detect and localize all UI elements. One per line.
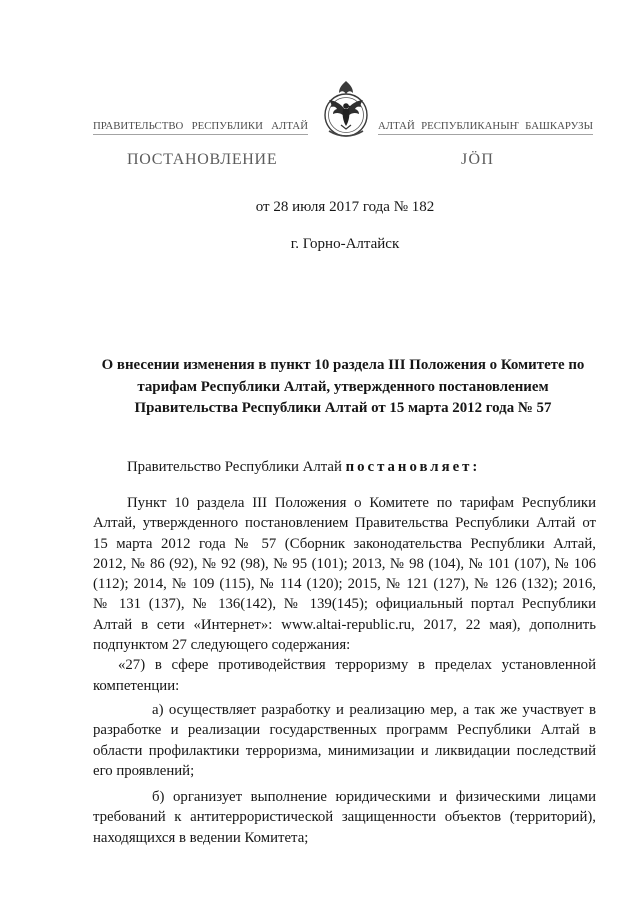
preamble-verb: постановляет: bbox=[345, 459, 481, 475]
letterhead-rule-right bbox=[378, 134, 593, 135]
body-line: подпунктом 27 следующего содержания: bbox=[93, 637, 351, 654]
body-line: разработке и реализации государственных программ Республики Алтай в bbox=[93, 722, 596, 739]
body-line: 15 марта 2012 года № 57 (Сборник законодательства Республики Алтай, bbox=[93, 535, 596, 552]
body-line: компетенции: bbox=[93, 677, 180, 694]
body-line: требований к антитеррористической защищенности объектов (территорий), bbox=[93, 809, 596, 826]
letterhead-right-text: АЛТАЙ РЕСПУБЛИКАНЫҤ БАШКАРУЗЫ bbox=[378, 120, 593, 132]
body-line: его проявлений; bbox=[93, 762, 195, 779]
title-line: О внесении изменения в пункт 10 раздела III Положения о Комитете по bbox=[101, 357, 585, 373]
body-line: Пункт 10 раздела III Положения о Комитете по тарифам Республики bbox=[127, 495, 596, 511]
body-line: «27) в сфере противодействия терроризму в пределах установленной bbox=[118, 657, 596, 674]
document-city: г. Горно-Алтайск bbox=[290, 236, 400, 252]
item-a bbox=[93, 700, 596, 781]
document-date-number: от 28 июля 2017 года № 182 bbox=[255, 199, 435, 215]
body-line: области профилактики терроризма, минимизации и ликвидации последствий bbox=[93, 742, 596, 759]
preamble-subject: Правительство Республики Алтай bbox=[127, 459, 342, 475]
title-line: Правительства Республики Алтай от 15 марта 2012 года № 57 bbox=[134, 400, 552, 416]
body-line: № 131 (137), № 136(142), № 139(145); официальный портал Республики bbox=[93, 596, 596, 613]
item-b bbox=[93, 787, 596, 848]
letterhead-left-text: ПРАВИТЕЛЬСТВО РЕСПУБЛИКИ АЛТАЙ bbox=[93, 120, 308, 132]
coat-of-arms-icon bbox=[317, 79, 375, 141]
body-line: (112); 2014, № 109 (115), № 114 (120); 2015, № 121 (127), № 126 (132); 2016, bbox=[93, 576, 596, 593]
body-line: Алтай, утвержденного постановлением Правительства Республики Алтай от bbox=[93, 515, 596, 532]
body-line: Алтай в сети «Интернет»: www.altai-republic.ru, 2017, 22 мая), дополнить bbox=[93, 616, 596, 633]
subparagraph-27 bbox=[93, 655, 596, 696]
body-line: находящихся в ведении Комитета; bbox=[93, 829, 309, 846]
paragraph-main bbox=[93, 493, 596, 655]
document-type-russian: ПОСТАНОВЛЕНИЕ bbox=[127, 151, 278, 168]
body-line: б) организует выполнение юридическими и физическими лицами bbox=[152, 789, 596, 806]
body-line: а) осуществляет разработку и реализацию мер, а так же участвует в bbox=[152, 701, 596, 718]
letterhead-rule-left bbox=[93, 134, 308, 135]
title-line: тарифам Республики Алтай, утвержденного постановлением bbox=[137, 378, 549, 395]
document-body bbox=[93, 493, 596, 848]
preamble bbox=[127, 457, 480, 477]
document-title bbox=[93, 355, 593, 420]
document-type-altai: ЈӦП bbox=[461, 151, 495, 168]
body-line: 2012, № 86 (92), № 92 (98), № 95 (101); 2013, № 98 (104), № 101 (107), № 106 bbox=[93, 555, 596, 572]
